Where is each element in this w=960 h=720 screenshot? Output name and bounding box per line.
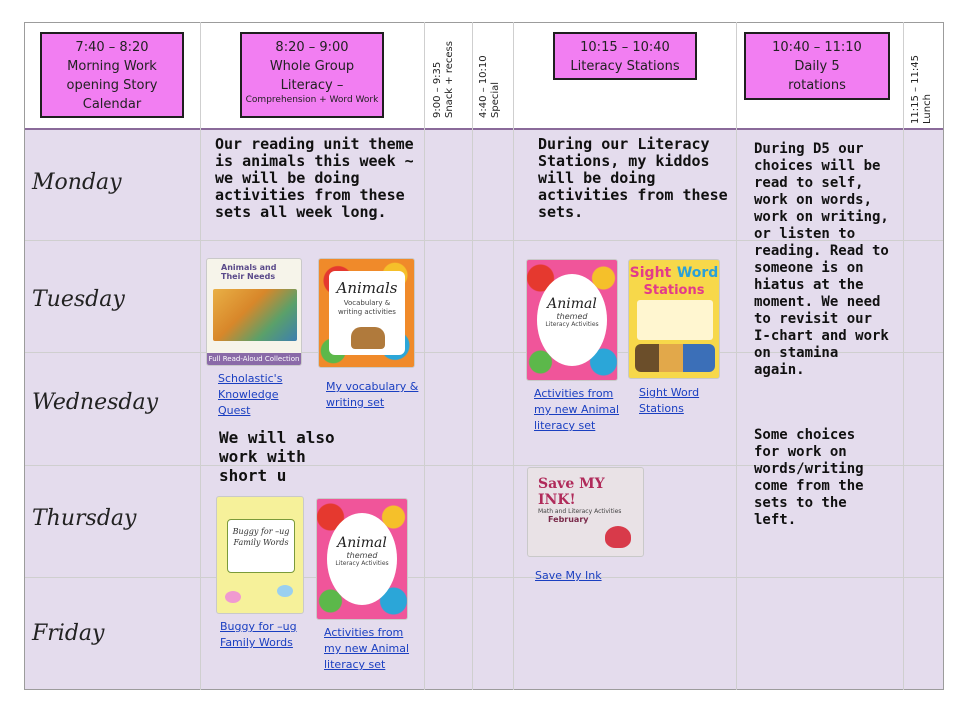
- link-buggy-ug-family-words[interactable]: Buggy for –ug Family Words: [220, 620, 297, 649]
- cover-save-my-ink[interactable]: [527, 467, 644, 557]
- link-vocabulary-writing-set[interactable]: My vocabulary & writing set: [326, 380, 419, 409]
- cover-panel: [327, 513, 397, 605]
- header-line: Morning Work: [67, 59, 157, 74]
- cover-subtitle-2: Literacy Activities: [335, 560, 389, 567]
- butterfly-icon: [277, 585, 293, 597]
- cover-title: Buggy for –ug Family Words: [232, 527, 290, 547]
- cover-month: February: [548, 515, 589, 524]
- note-choices: Some choices for work on words/writing come from the sets to the left.: [754, 427, 864, 528]
- header-morning-work: [40, 32, 184, 118]
- header-line: Whole Group: [269, 59, 355, 74]
- note-d5: During D5 our choices will be read to self, work on words, work on writing, or listen to reading. Read to someone is on hiatus at the moment. We need to revisit our I-chart and work on stamina again.: [754, 141, 889, 378]
- cover-sight-word-stations[interactable]: [628, 259, 720, 379]
- cover-image: [213, 289, 297, 341]
- header-literacy-stations: [553, 32, 697, 80]
- note-reading-unit: Our reading unit theme is animals this week ~ we will be doing activities from these sets all week long.: [215, 135, 414, 221]
- header-line: opening Story: [66, 78, 158, 93]
- day-wednesday: Wednesday: [32, 390, 159, 415]
- cover-title: Animals: [336, 279, 398, 297]
- header-lunch: 11:15 – 11:45 Lunch: [910, 55, 933, 124]
- cover-subtitle: Math and Literacy Activities: [538, 508, 622, 515]
- day-thursday: Thursday: [32, 506, 137, 531]
- cover-title: Animal: [337, 535, 387, 551]
- header-line: Literacy –: [280, 78, 344, 93]
- header-snack: 9:00 – 9:35 Snack + recess: [432, 41, 455, 118]
- day-friday: Friday: [32, 621, 105, 646]
- header-time: 10:40 – 11:10: [772, 40, 862, 55]
- cover-title: Animals and Their Needs: [221, 263, 277, 281]
- header-line: Daily 5: [794, 59, 840, 74]
- header-special: 4:40 – 10:10 Special: [478, 55, 501, 118]
- cover-animals-vocabulary[interactable]: [318, 258, 415, 368]
- cover-panel: [537, 274, 607, 366]
- header-time: 10:15 – 10:40: [580, 40, 670, 55]
- header-time: 7:40 – 8:20: [75, 40, 149, 55]
- cover-animal-themed-literacy-2[interactable]: [316, 498, 408, 620]
- heart-icon: [605, 526, 631, 548]
- dog-illustration: [351, 327, 385, 349]
- cover-animal-themed-literacy[interactable]: [526, 259, 618, 381]
- cover-title-2: Word: [676, 265, 719, 281]
- butterfly-icon: [225, 591, 241, 603]
- cover-footer: Full Read-Aloud Collection: [208, 355, 300, 363]
- day-monday: Monday: [32, 170, 122, 195]
- header-small: Comprehension + Word Work: [245, 95, 379, 105]
- link-sight-word-stations[interactable]: Sight Word Stations: [639, 386, 700, 415]
- link-save-my-ink[interactable]: Save My Ink: [535, 569, 602, 582]
- header-line: Calendar: [82, 97, 142, 112]
- link-scholastic-knowledge-quest[interactable]: Scholastic's Knowledge Quest: [218, 372, 283, 417]
- cover-subtitle: themed: [346, 551, 378, 560]
- header-line: rotations: [788, 78, 846, 93]
- header-time: 8:20 – 9:00: [275, 40, 349, 55]
- cover-subtitle-2: Literacy Activities: [545, 321, 599, 328]
- cover-panel: [227, 519, 295, 573]
- cover-subtitle: themed: [556, 312, 588, 321]
- link-animal-literacy-set-2[interactable]: Activities from my new Animal literacy set: [324, 626, 410, 671]
- cover-title: [629, 264, 719, 299]
- cover-animals-and-their-needs[interactable]: [206, 258, 302, 366]
- header-daily-5: [744, 32, 890, 100]
- header-whole-group: [240, 32, 384, 118]
- cover-panel: [329, 271, 405, 355]
- note-stations: During our Literacy Stations, my kiddos will be doing activities from these sets.: [538, 135, 728, 221]
- cover-buggy-ug-family[interactable]: [216, 496, 304, 614]
- kids-illustration: [635, 344, 715, 372]
- header-line: Literacy Stations: [570, 59, 680, 74]
- cover-title-1: Sight: [629, 265, 672, 281]
- cover-subtitle: Vocabulary & writing activities: [338, 299, 396, 316]
- cover-title: Save MY INK!: [538, 476, 605, 508]
- day-tuesday: Tuesday: [32, 287, 125, 312]
- cover-title-3: Stations: [643, 283, 705, 298]
- note-short-u: We will also work with short u: [219, 428, 335, 485]
- link-animal-literacy-set[interactable]: Activities from my new Animal literacy set: [534, 387, 620, 432]
- cover-body: [637, 300, 713, 340]
- cover-title: Animal: [547, 296, 597, 312]
